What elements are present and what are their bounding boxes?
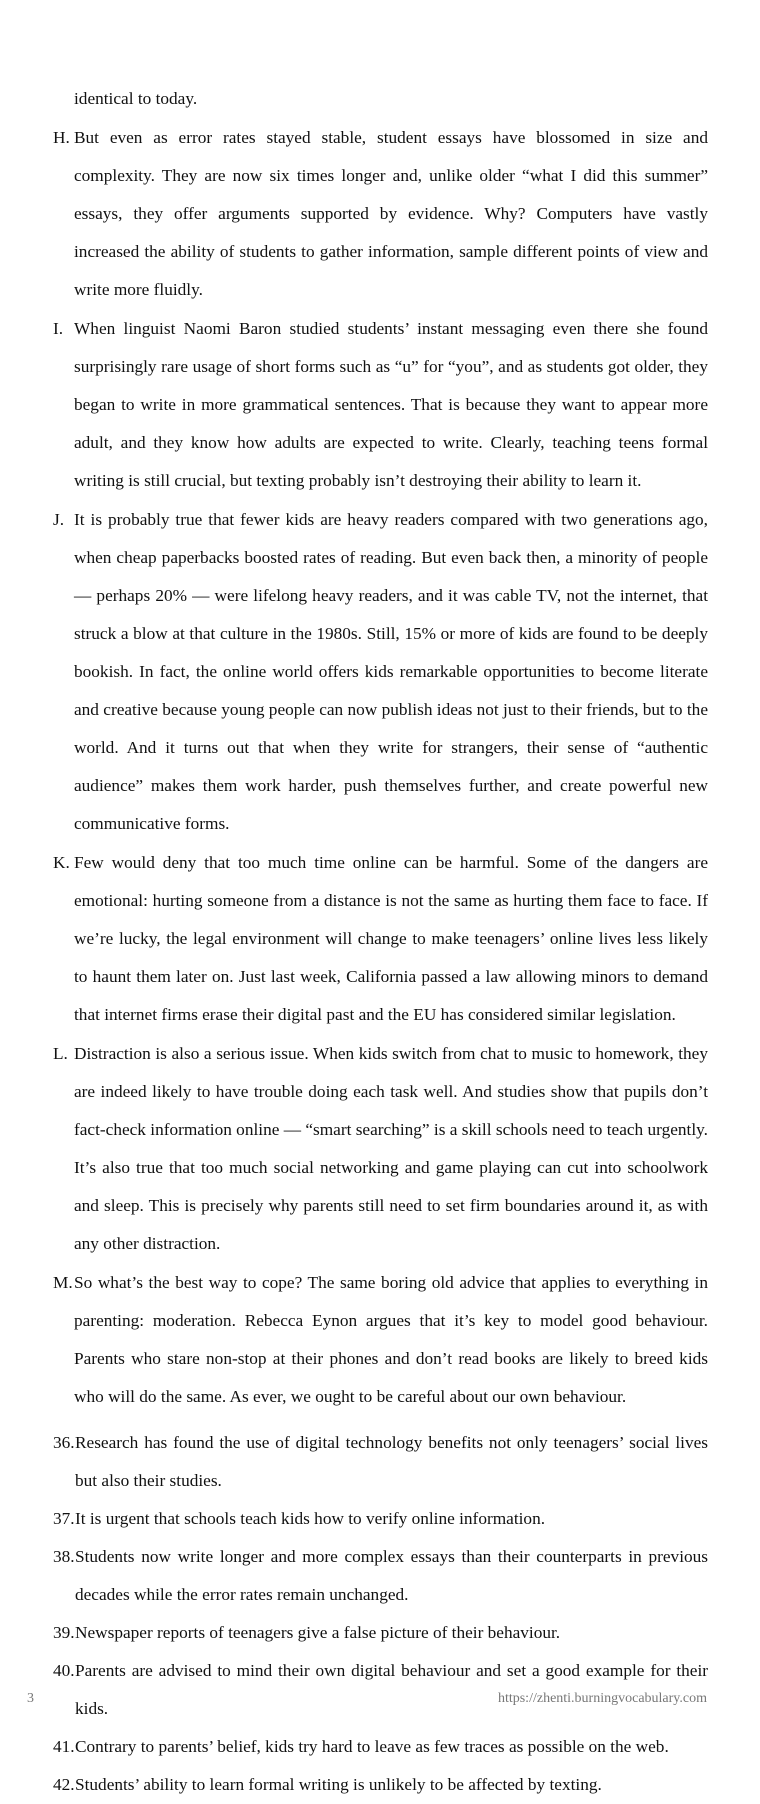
statement-38	[53, 1538, 708, 1614]
statement-41	[53, 1728, 708, 1766]
paragraph-text: It is probably true that fewer kids are heavy readers compared with two generations ago, when cheap paperbacks boosted rates of reading. But even back then, a minority of people — perhaps 20% — were lifelong heavy readers, and it was cable TV, not the internet, that struck a blow at that culture in the 1980s. Still, 15% or more of kids are found to be deeply bookish. In fact, the online world offers kids remarkable opportunities to become literate and creative because young people can now publish ideas not just to their friends, but to the world. And it turns out that when they write for strangers, their sense of “authentic audience” makes them work harder, push themselves further, and create powerful new communicative forms.	[74, 510, 708, 833]
statement-number: 39.	[53, 1623, 75, 1642]
statement-list	[53, 1424, 708, 1804]
statement-text: Research has found the use of digital technology benefits not only teenagers’ social lives but also their studies.	[75, 1433, 708, 1490]
paragraph-label: J.	[53, 510, 65, 529]
paragraph-text: When linguist Naomi Baron studied students’ instant messaging even there she found surprisingly rare usage of short forms such as “u” for “you”, and as students got older, they began to write in more grammatical sentences. That is because they want to appear more adult, and they know how adults are expected to write. Clearly, teaching teens formal writing is still crucial, but texting probably isn’t destroying their ability to learn it.	[74, 319, 708, 490]
statement-text: Parents are advised to mind their own digital behaviour and set a good example for their kids.	[75, 1661, 708, 1718]
paragraph-m	[53, 1264, 708, 1416]
paragraph-l	[53, 1035, 708, 1263]
statement-37	[53, 1500, 708, 1538]
paragraph-h	[53, 119, 708, 309]
carryover-text: identical to today.	[74, 89, 198, 108]
paragraph-label: K.	[53, 853, 70, 872]
paragraph-label: M.	[53, 1273, 73, 1292]
paragraph-text: So what’s the best way to cope? The same boring old advice that applies to everything in parenting: moderation. Rebecca Eynon argues that it’s key to model good behaviour. Parents who stare non-stop at their phones and don’t read books are likely to breed kids who will do the same. As ever, we ought to be careful about our own behaviour.	[74, 1273, 708, 1406]
statement-text: Students now write longer and more complex essays than their counterparts in previous decades while the error rates remain unchanged.	[75, 1547, 708, 1604]
statement-39	[53, 1614, 708, 1652]
statement-40	[53, 1652, 708, 1728]
paragraph-label: L.	[53, 1044, 68, 1063]
statement-number: 38.	[53, 1547, 75, 1566]
statement-number: 36.	[53, 1433, 75, 1452]
statement-number: 42.	[53, 1775, 75, 1794]
statement-number: 41.	[53, 1737, 75, 1756]
paragraph-list	[53, 119, 708, 1416]
paragraph-j	[53, 501, 708, 843]
statement-36	[53, 1424, 708, 1500]
statement-text: Contrary to parents’ belief, kids try hard to leave as few traces as possible on the web.	[75, 1737, 669, 1756]
statement-text: It is urgent that schools teach kids how to verify online information.	[75, 1509, 546, 1528]
statement-text: Newspaper reports of teenagers give a false picture of their behaviour.	[75, 1623, 561, 1642]
footer-url[interactable]: https://zhenti.burningvocabulary.com	[497, 1691, 707, 1706]
statement-number: 37.	[53, 1509, 75, 1528]
paragraph-text: But even as error rates stayed stable, student essays have blossomed in size and complexity. They are now six times longer and, unlike older “what I did this summer” essays, they offer arguments supported by evidence. Why? Computers have vastly increased the ability of students to gather information, sample different points of view and write more fluidly.	[74, 128, 708, 299]
paragraph-i	[53, 310, 708, 500]
paragraph-k	[53, 844, 708, 1034]
page-number: 3	[27, 1691, 34, 1706]
paragraph-label: I.	[53, 319, 64, 338]
document-body	[53, 80, 708, 1804]
paragraph-text: Few would deny that too much time online can be harmful. Some of the dangers are emotional: hurting someone from a distance is not the same as hurting them face to face. If we’re lucky, the legal environment will change to make teenagers’ online lives less likely to haunt them later on. Just last week, California passed a law allowing minors to demand that internet firms erase their digital past and the EU has considered similar legislation.	[74, 853, 708, 1024]
paragraph-label: H.	[53, 128, 70, 147]
statement-text: Students’ ability to learn formal writing is unlikely to be affected by texting.	[75, 1775, 602, 1794]
paragraph-text: Distraction is also a serious issue. When kids switch from chat to music to homework, they are indeed likely to have trouble doing each task well. And studies show that pupils don’t fact-check information online — “smart searching” is a skill schools need to teach urgently. It’s also true that too much social networking and game playing can cut into schoolwork and sleep. This is precisely why parents still need to set firm boundaries around it, as with any other distraction.	[74, 1044, 708, 1253]
statement-42	[53, 1766, 708, 1804]
statement-number: 40.	[53, 1661, 75, 1680]
